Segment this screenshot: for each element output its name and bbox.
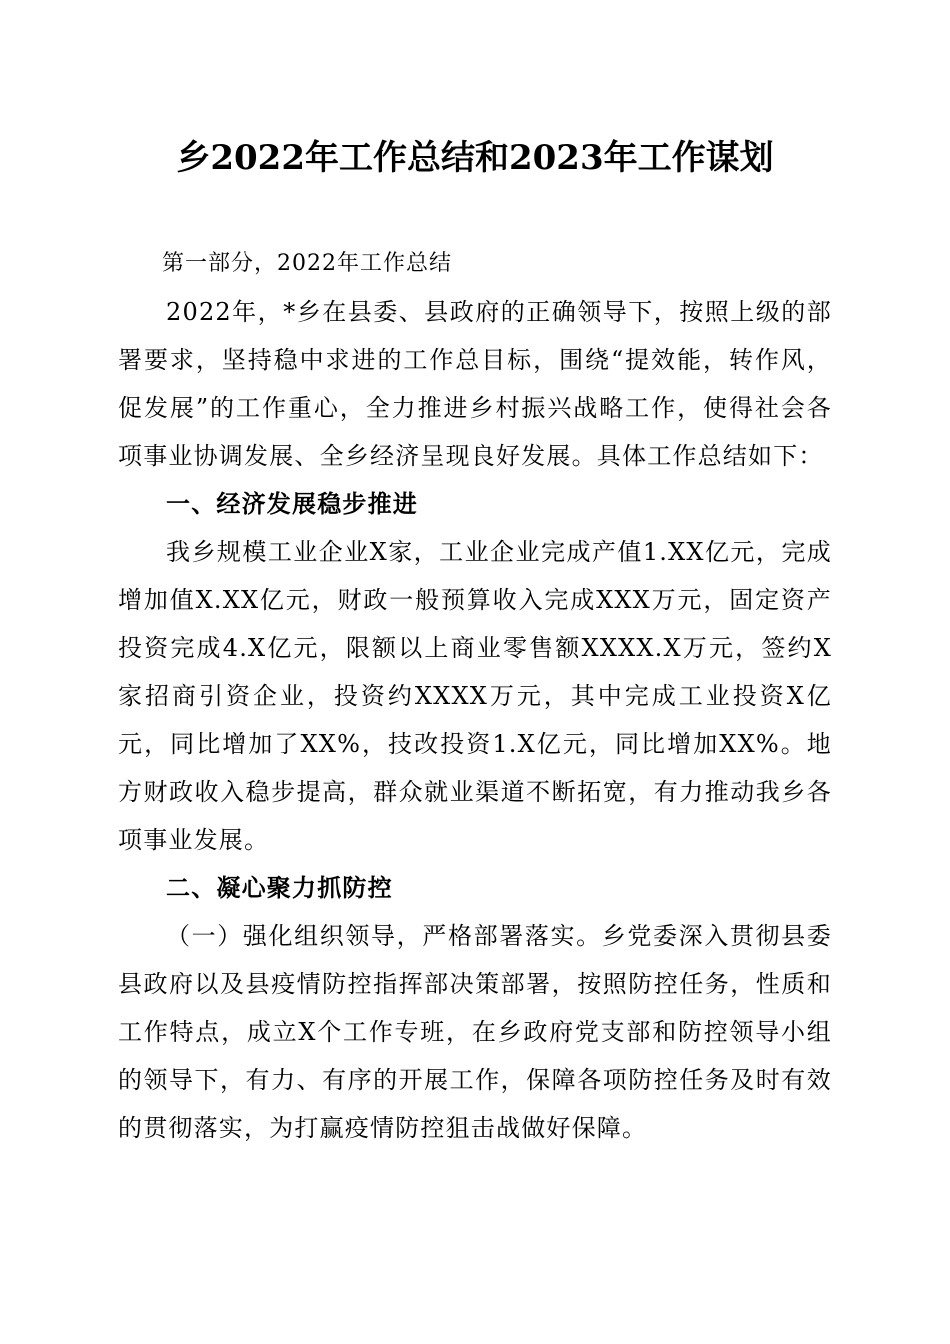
section-1-heading: 一、经济发展稳步推进 xyxy=(166,490,418,518)
section-2-heading: 二、凝心聚力抓防控 xyxy=(166,874,393,902)
section-1-paragraph: 我乡规模工业企业X家，工业企业完成产值1.XX亿元，完成增加值X.XX亿元，财政一般预算收入完成XXX万元，固定资产投资完成4.X亿元，限额以上商业零售额XXXX.X万元，签约X家招商引资企业，投资约XXXX万元，其中完成工业投资X亿元，同比增加了XX%，技改投资1.X亿元，同比增加XX%。地方财政收入稳步提高，群众就业渠道不断拓宽，有力推动我乡各项事业发展。 xyxy=(118,538,832,854)
section-2-sub-1-lead: （一）强化组织领导，严格部署落实。 xyxy=(166,922,602,950)
document-body xyxy=(118,240,832,1152)
section-2-sub-1-body: 乡党委深入贯彻县委县政府以及县疫情防控指挥部决策部署，按照防控任务，性质和工作特点，成立X个工作专班，在乡政府党支部和防控领导小组的领导下，有力、有序的开展工作，保障各项防控任务及时有效的贯彻落实，为打赢疫情防控狙击战做好保障。 xyxy=(118,922,832,1142)
intro-paragraph: 2022年，*乡在县委、县政府的正确领导下，按照上级的部署要求，坚持稳中求进的工作总目标，围绕“提效能，转作风，促发展”的工作重心，全力推进乡村振兴战略工作，使得社会各项事业协调发展、全乡经济呈现良好发展。具体工作总结如下： xyxy=(118,298,832,470)
section-2-sub-1-paragraph xyxy=(118,912,832,1152)
document-title: 乡2022年工作总结和2023年工作谋划 xyxy=(176,138,774,178)
part-one-heading: 第一部分，2022年工作总结 xyxy=(162,251,452,276)
